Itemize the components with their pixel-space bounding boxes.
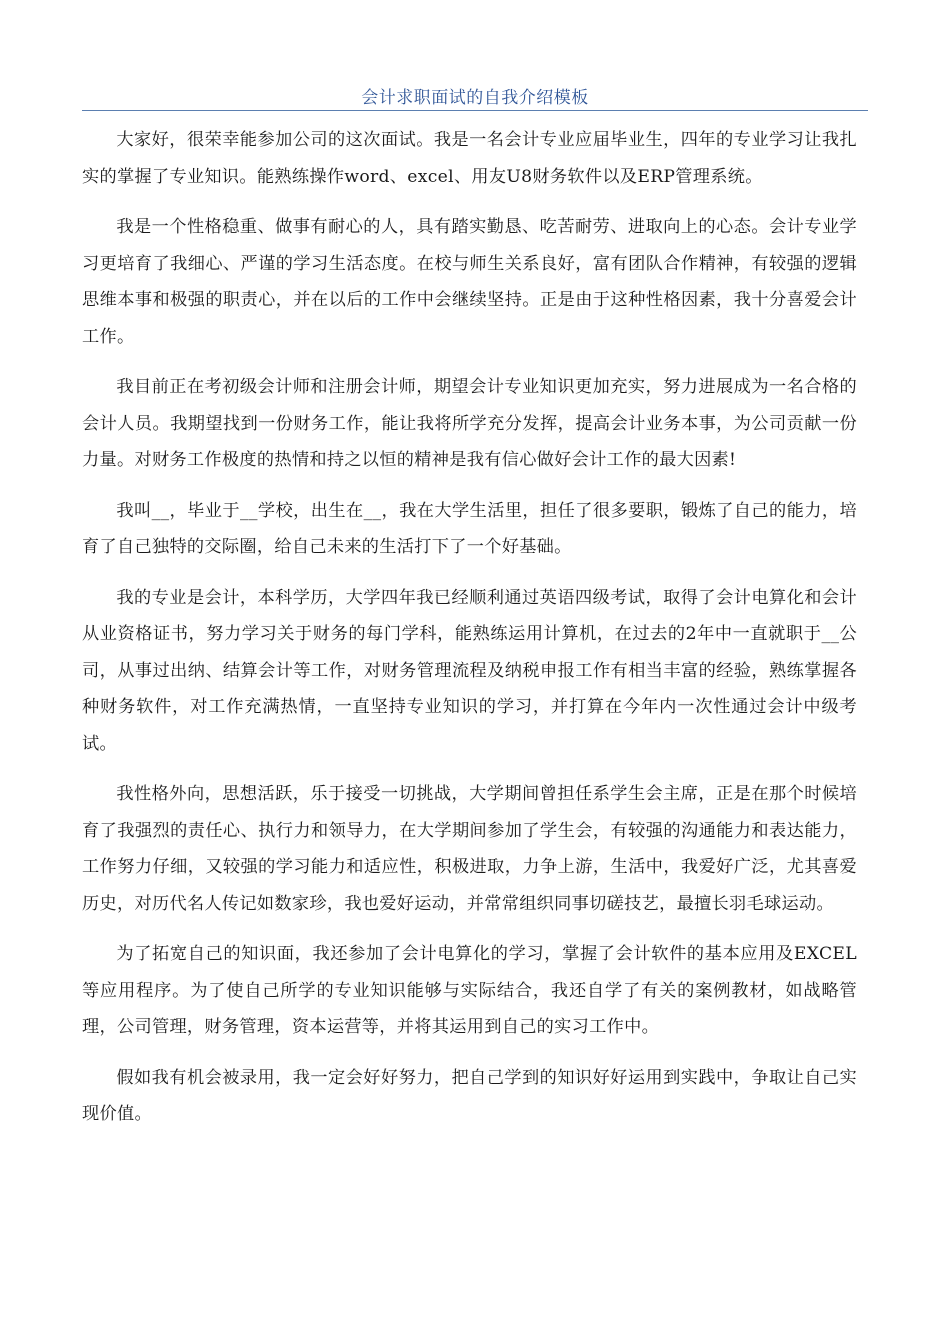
paragraph-goals: 我目前正在考初级会计师和注册会计师，期望会计专业知识更加充实，努力进展成为一名合格的会计人员。我期望找到一份财务工作，能让我将所学充分发挥，提高会计业务本事，为公司贡献一份力量。对财务工作极度的热情和持之以恒的精神是我有信心做好会计工作的最大因素! <box>82 377 857 470</box>
paragraph-experience: 我的专业是会计，本科学历，大学四年我已经顺利通过英语四级考试，取得了会计电算化和会计从业资格证书，努力学习关于财务的每门学科，能熟练运用计算机，在过去的2年中一直就职于__公司，从事过出纳、结算会计等工作，对财务管理流程及纳税申报工作有相当丰富的经验，熟练掌握各种财务软件，对工作充满热情，一直坚持专业知识的学习，并打算在今年内一次性通过会计中级考试。 <box>82 587 857 754</box>
paragraph-greeting: 大家好，很荣幸能参加公司的这次面试。我是一名会计专业应届毕业生，四年的专业学习让我扎实的掌握了专业知识。能熟练操作word、excel、用友U8财务软件以及ERP管理系统。 <box>82 130 857 187</box>
document-title: 会计求职面试的自我介绍模板 <box>361 88 589 108</box>
document-body <box>82 122 857 1147</box>
paragraph-personality: 我是一个性格稳重、做事有耐心的人，具有踏实勤恳、吃苦耐劳、进取向上的心态。会计专业学习更培育了我细心、严谨的学习生活态度。在校与师生关系良好，富有团队合作精神，有较强的逻辑思维本事和极强的职责心，并在以后的工作中会继续坚持。正是由于这种性格因素，我十分喜爱会计工作。 <box>82 217 857 347</box>
paragraph-character: 我性格外向，思想活跃，乐于接受一切挑战，大学期间曾担任系学生会主席，正是在那个时候培育了我强烈的责任心、执行力和领导力，在大学期间参加了学生会，有较强的沟通能力和表达能力，工作努力仔细，又较强的学习能力和适应性，积极进取，力争上游，生活中，我爱好广泛，尤其喜爱历史，对历代名人传记如数家珍，我也爱好运动，并常常组织同事切磋技艺，最擅长羽毛球运动。 <box>82 784 857 914</box>
paragraph-introduction: 我叫__，毕业于__学校，出生在__，我在大学生活里，担任了很多要职，锻炼了自己的能力，培育了自己独特的交际圈，给自己未来的生活打下了一个好基础。 <box>82 500 857 557</box>
paragraph-closing: 假如我有机会被录用，我一定会好好努力，把自己学到的知识好好运用到实践中，争取让自己实现价值。 <box>82 1067 857 1124</box>
document-header <box>82 80 868 111</box>
paragraph-skills: 为了拓宽自己的知识面，我还参加了会计电算化的学习，掌握了会计软件的基本应用及EXCEL等应用程序。为了使自己所学的专业知识能够与实际结合，我还自学了有关的案例教材，如战略管理，公司管理，财务管理，资本运营等，并将其运用到自己的实习工作中。 <box>82 944 857 1037</box>
